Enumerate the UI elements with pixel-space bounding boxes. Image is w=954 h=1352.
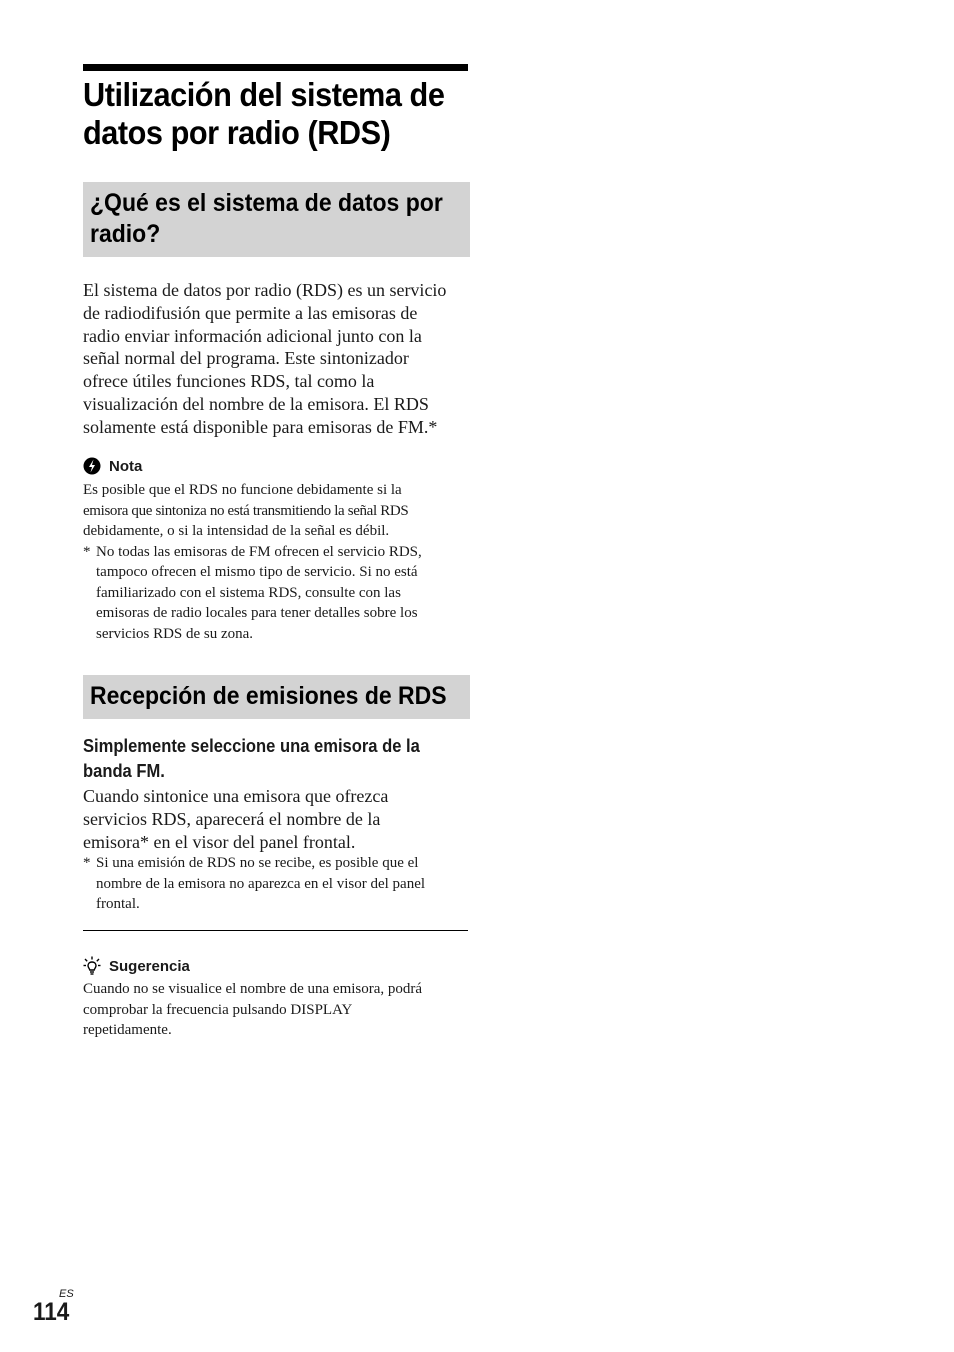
- footnote-line: familiarizado con el sistema RDS, consulte con las: [96, 584, 401, 601]
- note-line: debidamente, o si la intensidad de la señal es débil.: [83, 523, 390, 539]
- tip-heading: [83, 956, 190, 976]
- footnote-line: servicios RDS de su zona.: [96, 625, 254, 642]
- page-title-line: Utilización del sistema de: [83, 76, 445, 113]
- tip-line: comprobar la frecuencia pulsando DISPLAY: [83, 1001, 353, 1018]
- paragraph-line: señal normal del programa. Este sintonizador: [83, 348, 409, 369]
- tip-line: Cuando no se visualice el nombre de una emisora, podrá: [83, 981, 423, 997]
- paragraph-line: Cuando sintonice una emisora que ofrezca: [83, 786, 389, 806]
- paragraph-line: ofrece útiles funciones RDS, tal como la: [83, 371, 375, 392]
- tip-line: repetidamente.: [83, 1022, 172, 1038]
- reception-paragraph: [83, 785, 470, 853]
- footnote: [83, 542, 470, 645]
- footnote-line: tampoco ofrecen el mismo tipo de servicio. Si no está: [96, 564, 418, 580]
- tip-label: Sugerencia: [109, 957, 190, 975]
- title-rule: [83, 64, 468, 71]
- paragraph-line: servicios RDS, aparecerá el nombre de la: [83, 808, 381, 829]
- section-heading-line: ¿Qué es el sistema de datos por: [90, 189, 443, 217]
- footnote-line: frontal.: [96, 896, 140, 912]
- step-heading-line: Simplemente seleccione una emisora de la: [83, 736, 420, 756]
- footnote-line: Si una emisión de RDS no se recibe, es posible que el: [96, 855, 419, 871]
- note-text: [83, 480, 470, 644]
- step-heading: [83, 734, 470, 784]
- step-heading-line: banda FM.: [83, 761, 165, 781]
- page-number: 114: [33, 1298, 70, 1326]
- paragraph-line: solamente está disponible para emisoras de FM.*: [83, 416, 438, 437]
- page-title-line: datos por radio (RDS): [83, 114, 391, 151]
- note-heading: [83, 457, 142, 475]
- footnote-line: emisoras de radio locales para tener detalles sobre los: [96, 605, 418, 621]
- reception-footnote: [83, 853, 470, 915]
- footnote-marker: *: [83, 543, 91, 560]
- page-language: ES: [59, 1288, 74, 1300]
- tip-text: [83, 979, 470, 1041]
- footnote-marker: *: [83, 855, 91, 871]
- paragraph-line: El sistema de datos por radio (RDS) es un servicio: [83, 280, 447, 300]
- note-line: Es posible que el RDS no funcione debidamente si la: [83, 482, 402, 498]
- page-title: [83, 76, 455, 152]
- section-heading-what-is-rds: [83, 182, 470, 257]
- section-divider: [83, 930, 468, 931]
- paragraph-line: de radiodifusión que permite a las emisoras de: [83, 302, 418, 323]
- lightbulb-icon: [83, 956, 101, 976]
- footnote: [83, 853, 470, 915]
- section-heading-line: radio?: [90, 220, 161, 248]
- footnote-line: No todas las emisoras de FM ofrecen el servicio RDS,: [96, 543, 422, 560]
- note-label: Nota: [109, 457, 143, 475]
- intro-paragraph: [83, 279, 470, 439]
- note-icon: [83, 457, 101, 475]
- section-heading-line: Recepción de emisiones de RDS: [90, 682, 447, 710]
- note-line: emisora que sintoniza no está transmitiendo la señal RDS: [83, 502, 409, 519]
- footnote-line: nombre de la emisora no aparezca en el visor del panel: [96, 875, 426, 892]
- section-heading-rds-reception: [83, 675, 470, 719]
- paragraph-line: visualización del nombre de la emisora. El RDS: [83, 393, 429, 414]
- paragraph-line: emisora* en el visor del panel frontal.: [83, 831, 356, 852]
- paragraph-line: radio enviar información adicional junto con la: [83, 325, 422, 346]
